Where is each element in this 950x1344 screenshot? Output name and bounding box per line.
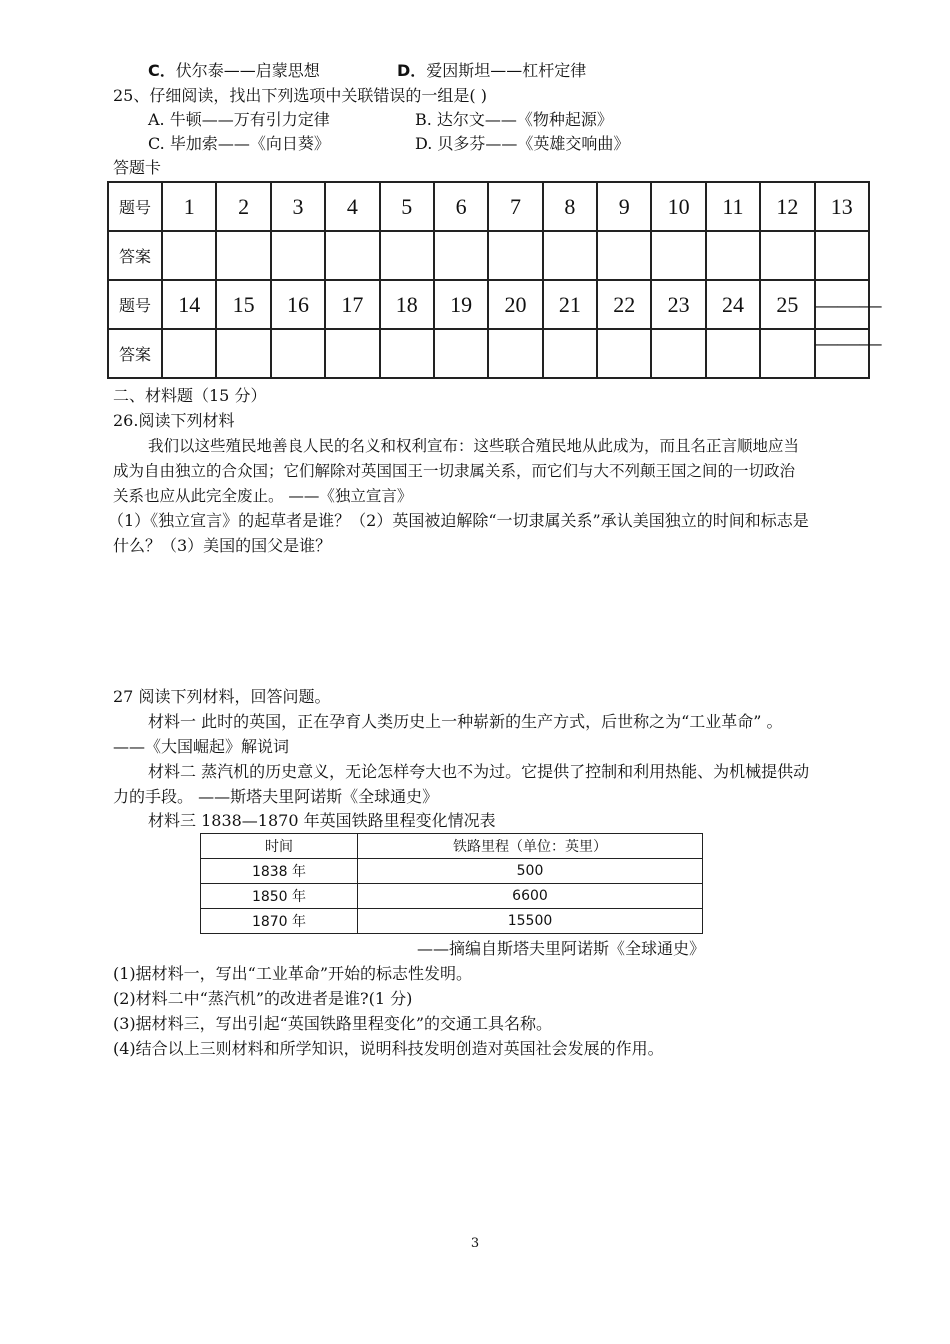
q26-material-line: 关系也应从此完全废止。 ——《独立宣言》 — [113, 487, 413, 505]
question-number: 25 — [760, 280, 814, 329]
answer-cell[interactable] — [706, 231, 760, 280]
section-title: 二、材料题（15 分） — [113, 386, 267, 405]
table-row — [201, 909, 703, 934]
q27-question: (2)材料二中“蒸汽机”的改进者是谁?(1 分) — [113, 989, 413, 1008]
year-cell: 1850 年 — [201, 884, 358, 909]
answer-cell[interactable] — [325, 231, 379, 280]
table-row — [201, 859, 703, 884]
column-header: 时间 — [201, 834, 358, 859]
question-number: 4 — [325, 182, 379, 231]
answer-card-table — [107, 181, 882, 379]
question-number: 7 — [488, 182, 542, 231]
q26-title: 26.阅读下列材料 — [113, 411, 235, 430]
question-number: 16 — [271, 280, 325, 329]
answer-cell[interactable] — [271, 329, 325, 378]
answer-row — [108, 329, 869, 378]
row-label: 题号 — [108, 280, 162, 329]
q27-material-2-cont: 力的手段。 ——斯塔夫里阿诺斯《全球通史》 — [113, 787, 439, 806]
answer-cell[interactable] — [543, 329, 597, 378]
placeholder-dash: ——— — [815, 280, 870, 329]
question-number: 17 — [325, 280, 379, 329]
question-number: 3 — [271, 182, 325, 231]
question-number: 15 — [216, 280, 270, 329]
placeholder-dash: ——— — [815, 329, 870, 378]
q25-option-c: C. 毕加索——《向日葵》 — [148, 134, 330, 153]
question-number: 14 — [162, 280, 216, 329]
table-row — [201, 884, 703, 909]
q26-question: 什么？（3）美国的国父是谁？ — [113, 536, 332, 555]
question-number: 5 — [380, 182, 434, 231]
column-header: 铁路里程（单位：英里） — [358, 834, 703, 859]
question-number: 11 — [706, 182, 760, 231]
q27-material-3-title: 材料三 1838—1870 年英国铁路里程变化情况表 — [148, 811, 496, 830]
answer-cell[interactable] — [815, 231, 870, 280]
q26-material-line: 我们以这些殖民地善良人民的名义和权利宣布：这些联合殖民地从此成为，而且名正言顺地应当 — [148, 437, 800, 455]
answer-cell[interactable] — [162, 329, 216, 378]
answer-cell[interactable] — [760, 231, 814, 280]
answer-cell[interactable] — [543, 231, 597, 280]
page-number: 3 — [470, 1236, 480, 1251]
railway-mileage-table — [200, 833, 703, 934]
q27-material-2: 材料二 蒸汽机的历史意义，无论怎样夸大也不为过。它提供了控制和利用热能、为机械提供动 — [148, 762, 810, 781]
q26-question: （1）《独立宣言》的起草者是谁？（2）英国被迫解除“一切隶属关系”承认美国独立的时间和标志是 — [108, 511, 809, 530]
question-number: 22 — [597, 280, 651, 329]
year-cell: 1870 年 — [201, 909, 358, 934]
answer-cell[interactable] — [597, 329, 651, 378]
answer-cell[interactable] — [380, 329, 434, 378]
mileage-cell: 6600 — [358, 884, 703, 909]
question-number: 12 — [760, 182, 814, 231]
answer-cell[interactable] — [706, 329, 760, 378]
q27-material-1-source: ——《大国崛起》解说词 — [113, 737, 290, 756]
table-source: ——摘编自斯塔夫里阿诺斯《全球通史》 — [417, 939, 706, 958]
question-number: 8 — [543, 182, 597, 231]
answer-row — [108, 231, 869, 280]
question-number: 10 — [651, 182, 705, 231]
answer-cell[interactable] — [216, 231, 270, 280]
year-cell: 1838 年 — [201, 859, 358, 884]
question-number: 19 — [434, 280, 488, 329]
question-number: 20 — [488, 280, 542, 329]
answer-cell[interactable] — [597, 231, 651, 280]
q27-question: (3)据材料三，写出引起“英国铁路里程变化”的交通工具名称。 — [113, 1014, 553, 1033]
answer-cell[interactable] — [216, 329, 270, 378]
table-header-row — [201, 834, 703, 859]
answer-cell[interactable] — [380, 231, 434, 280]
option-d: D．爱因斯坦——杠杆定律 — [397, 61, 587, 80]
question-number: 1 — [162, 182, 216, 231]
question-number-row — [108, 280, 869, 329]
answer-cell[interactable] — [651, 329, 705, 378]
mileage-cell: 15500 — [358, 909, 703, 934]
row-label: 答案 — [108, 231, 162, 280]
q27-question: (4)结合以上三则材料和所学知识，说明科技发明创造对英国社会发展的作用。 — [113, 1039, 664, 1058]
question-number: 9 — [597, 182, 651, 231]
answer-cell[interactable] — [434, 231, 488, 280]
question-number: 2 — [216, 182, 270, 231]
q27-title: 27 阅读下列材料，回答问题。 — [113, 687, 331, 706]
question-number: 23 — [651, 280, 705, 329]
question-number: 6 — [434, 182, 488, 231]
q25-option-a: A. 牛顿——万有引力定律 — [148, 110, 330, 129]
option-c: C．伏尔泰——启蒙思想 — [148, 61, 320, 80]
answer-cell[interactable] — [162, 231, 216, 280]
q26-material-line: 成为自由独立的合众国；它们解除对英国国王一切隶属关系，而它们与大不列颠王国之间的一切政治 — [113, 462, 796, 480]
question-number: 21 — [543, 280, 597, 329]
answer-cell[interactable] — [651, 231, 705, 280]
q27-question: (1)据材料一，写出“工业革命”开始的标志性发明。 — [113, 964, 473, 983]
row-label: 题号 — [108, 182, 162, 231]
answer-cell[interactable] — [434, 329, 488, 378]
question-number: 13 — [815, 182, 870, 231]
q25-stem: 25、仔细阅读，找出下列选项中关联错误的一组是( ) — [113, 86, 487, 105]
answer-card-title: 答题卡 — [113, 158, 162, 177]
answer-cell[interactable] — [325, 329, 379, 378]
q25-option-d: D. 贝多芬——《英雄交响曲》 — [415, 134, 630, 153]
question-number: 18 — [380, 280, 434, 329]
answer-cell[interactable] — [760, 329, 814, 378]
q27-material-1: 材料一 此时的英国，正在孕育人类历史上一种崭新的生产方式，后世称之为“工业革命” 。 — [148, 712, 783, 731]
question-number: 24 — [706, 280, 760, 329]
answer-cell[interactable] — [488, 231, 542, 280]
q25-option-b: B. 达尔文——《物种起源》 — [415, 110, 613, 129]
row-label: 答案 — [108, 329, 162, 378]
answer-cell[interactable] — [271, 231, 325, 280]
question-number-row — [108, 182, 869, 231]
mileage-cell: 500 — [358, 859, 703, 884]
answer-cell[interactable] — [488, 329, 542, 378]
